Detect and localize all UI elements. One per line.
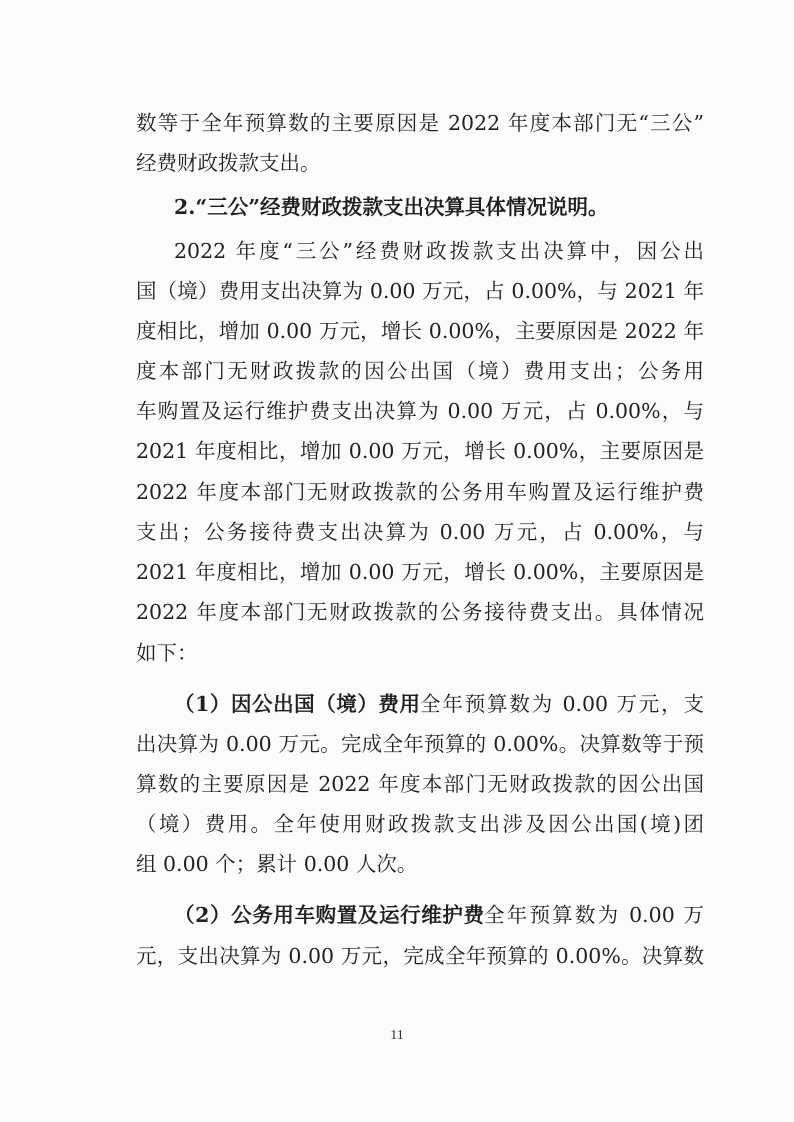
text-line: 度本部门无财政拨款的因公出国（境）费用支出；公务用 [136, 359, 704, 383]
text-line: 算数的主要原因是 2022 年度本部门无财政拨款的因公出国 [136, 772, 704, 796]
text-line: 如下： [136, 641, 198, 665]
page-number: 11 [390, 1028, 404, 1043]
text-line: 车购置及运行维护费支出决算为 0.00 万元，占 0.00%，与 [136, 399, 704, 423]
text-line: 2021 年度相比，增加 0.00 万元，增长 0.00%，主要原因是 [136, 560, 704, 584]
section-heading: 2.“三公”经费财政拨款支出决算具体情况说明。 [174, 195, 609, 219]
text-line: 2021 年度相比，增加 0.00 万元，增长 0.00%，主要原因是 [136, 439, 704, 463]
text-line: 度相比，增加 0.00 万元，增长 0.00%，主要原因是 2022 年 [136, 319, 704, 343]
text-line: 经费财政拨款支出。 [136, 151, 321, 175]
subsection-heading: （2）公务用车购置及运行维护费 [174, 903, 484, 927]
text-line: （境）费用。全年使用财政拨款支出涉及因公出国(境)团 [136, 812, 704, 836]
subsection-line: （2）公务用车购置及运行维护费 全年预算数为 0.00 万 [0, 895, 794, 935]
text-line: 元，支出决算为 0.00 万元，完成全年预算的 0.00%。决算数 [136, 944, 704, 968]
text-line: 2022 年度本部门无财政拨款的公务用车购置及运行维护费 [136, 480, 704, 504]
subsection-heading: （1）因公出国（境）费用 [174, 692, 420, 716]
text-line: 国（境）费用支出决算为 0.00 万元，占 0.00%，与 2021 年 [136, 279, 704, 303]
text-line: 出决算为 0.00 万元。完成全年预算的 0.00%。决算数等于预 [136, 732, 704, 756]
text-line: 2022 年度本部门无财政拨款的公务接待费支出。具体情况 [136, 600, 704, 624]
text-line: 数等于全年预算数的主要原因是 2022 年度本部门无“三公” [136, 111, 704, 135]
text-line: 2022 年度“三公”经费财政拨款支出决算中，因公出 [174, 239, 704, 263]
text-line: 组 0.00 个；累计 0.00 人次。 [136, 852, 418, 876]
text-line: 支出；公务接待费支出决算为 0.00 万元，占 0.00%，与 [136, 520, 704, 544]
subsection-line: （1）因公出国（境）费用 全年预算数为 0.00 万元，支 [0, 684, 794, 724]
